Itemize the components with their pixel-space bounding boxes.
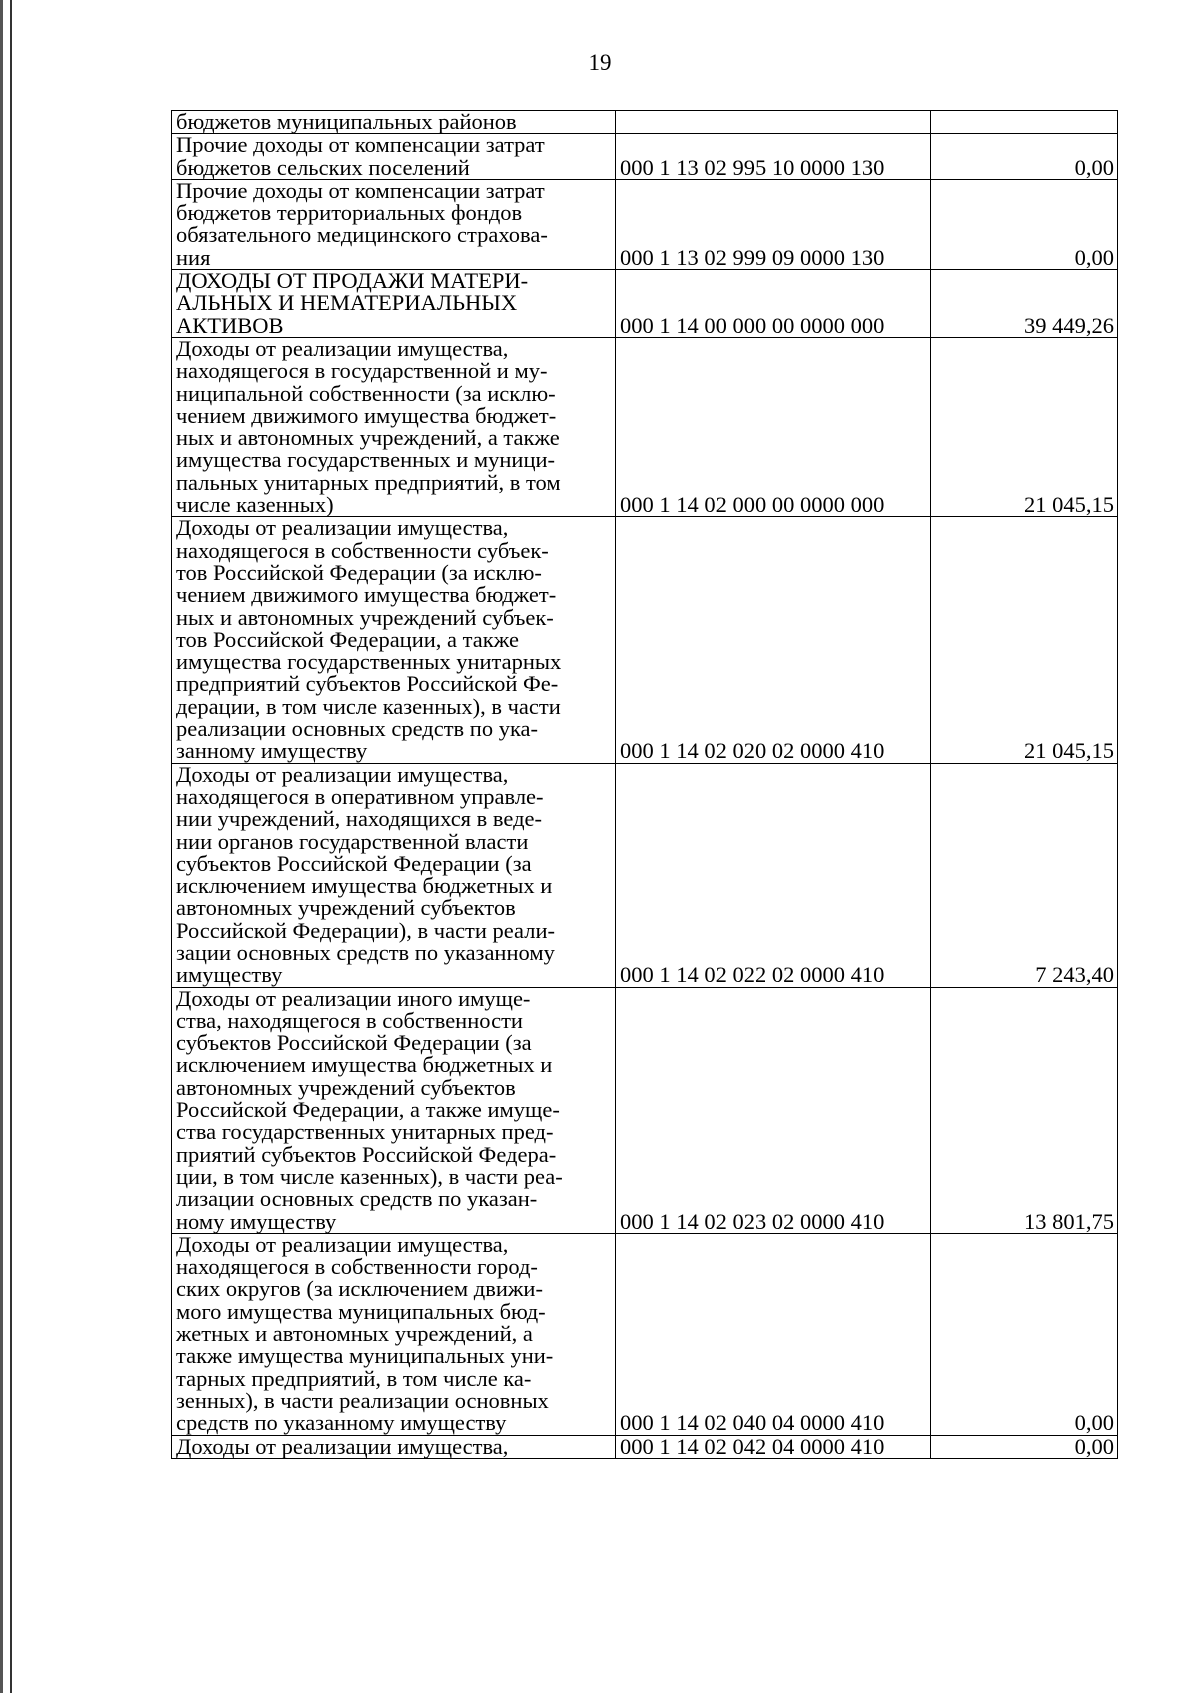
revenue-name-cell bbox=[172, 337, 616, 516]
revenue-code: 000 1 14 02 022 02 0000 410 bbox=[620, 962, 885, 988]
revenue-name: ДОХОДЫ ОТ ПРОДАЖИ МАТЕРИ- АЛЬНЫХ И НЕМАТЕРИАЛЬНЫХ АКТИВОВ bbox=[176, 268, 529, 338]
revenue-code-cell bbox=[616, 987, 931, 1233]
revenue-code-cell bbox=[616, 1435, 931, 1458]
revenue-name-cell bbox=[172, 134, 616, 180]
revenue-amount: 7 243,40 bbox=[1035, 962, 1114, 988]
table-row bbox=[172, 1435, 1118, 1458]
revenue-code: 000 1 14 02 000 00 0000 000 bbox=[620, 492, 885, 518]
revenue-code-cell bbox=[616, 270, 931, 338]
scan-edge-inner bbox=[10, 0, 12, 1693]
revenue-code-cell bbox=[616, 763, 931, 987]
revenue-name: Прочие доходы от компенсации затрат бюджетов сельских поселений bbox=[176, 132, 545, 180]
revenue-name: Прочие доходы от компенсации затрат бюджетов территориальных фондов обязательного медицинского страхова- ния bbox=[176, 177, 548, 270]
page-number: 19 bbox=[588, 50, 612, 75]
revenue-amount: 0,00 bbox=[1074, 1433, 1114, 1459]
scan-edge-outer bbox=[0, 0, 3, 1693]
revenue-amount: 13 801,75 bbox=[1024, 1208, 1114, 1234]
revenue-code: 000 1 13 02 995 10 0000 130 bbox=[620, 154, 885, 180]
table-row bbox=[172, 517, 1118, 763]
revenue-amount: 21 045,15 bbox=[1024, 738, 1114, 764]
revenue-name: Доходы от реализации имущества, bbox=[176, 1433, 509, 1459]
revenue-code-cell bbox=[616, 111, 931, 134]
table-row bbox=[172, 134, 1118, 180]
revenue-amount: 0,00 bbox=[1074, 1410, 1114, 1436]
table-row bbox=[172, 763, 1118, 987]
revenue-amount-cell bbox=[931, 1233, 1118, 1435]
revenue-name: Доходы от реализации имущества, находящегося в собственности субъек- тов Российской Федерации (за исклю- чением движимого имущества бюджет- ных и автономных учреждений субъек- тов Российской Федерации, а также имущества государственных унитарных предприятий субъектов Российской Фе- дерации, в том числе казенных), в части реализации основных средств по ука- занному имуществу bbox=[176, 515, 562, 764]
revenue-code-cell bbox=[616, 179, 931, 269]
revenue-amount-cell bbox=[931, 111, 1118, 134]
revenue-amount: 0,00 bbox=[1074, 244, 1114, 270]
table-row bbox=[172, 987, 1118, 1233]
revenue-code-cell bbox=[616, 1233, 931, 1435]
revenue-name: бюджетов муниципальных районов bbox=[176, 109, 517, 134]
revenue-code: 000 1 14 02 042 04 0000 410 bbox=[620, 1433, 885, 1459]
revenue-amount-cell bbox=[931, 517, 1118, 763]
revenue-code-cell bbox=[616, 134, 931, 180]
revenue-amount-cell bbox=[931, 337, 1118, 516]
table-row bbox=[172, 270, 1118, 338]
revenue-amount: 21 045,15 bbox=[1024, 492, 1114, 518]
revenue-name: Доходы от реализации имущества, находящегося в государственной и му- ниципальной собственности (за исклю- чением движимого имущества бюджет- ных и автономных учреждений, а также имущества государственных и муници- пальных унитарных предприятий, в том числе казенных) bbox=[176, 335, 561, 518]
revenue-name-cell bbox=[172, 1233, 616, 1435]
revenue-code-cell bbox=[616, 337, 931, 516]
revenue-code: 000 1 14 02 040 04 0000 410 bbox=[620, 1410, 885, 1436]
revenue-code: 000 1 13 02 999 09 0000 130 bbox=[620, 244, 885, 270]
table-row bbox=[172, 337, 1118, 516]
revenue-name: Доходы от реализации имущества, находящегося в собственности город- ских округов (за исключением движи- мого имущества муниципальных бюд- жетных и автономных учреждений, а также имущества муниципальных уни- тарных предприятий, в том числе ка- зенных), в части реализации основных средств по указанному имуществу bbox=[176, 1231, 554, 1436]
revenue-name-cell bbox=[172, 1435, 616, 1458]
revenue-name-cell bbox=[172, 179, 616, 269]
revenue-code: 000 1 14 00 000 00 0000 000 bbox=[620, 312, 885, 338]
revenue-amount-cell bbox=[931, 179, 1118, 269]
revenue-name: Доходы от реализации имущества, находящегося в оперативном управле- нии учреждений, находящихся в веде- нии органов государственной власти субъектов Российской Федерации (за исключением имущества бюджетных и автономных учреждений субъектов Российской Федерации), в части реали- зации основных средств по указанному имуществу bbox=[176, 761, 556, 988]
table-row bbox=[172, 111, 1118, 134]
revenue-name-cell bbox=[172, 270, 616, 338]
revenue-amount: 0,00 bbox=[1074, 154, 1114, 180]
revenue-code: 000 1 14 02 023 02 0000 410 bbox=[620, 1208, 885, 1234]
revenue-amount-cell bbox=[931, 763, 1118, 987]
revenue-name-cell bbox=[172, 111, 616, 134]
table-row bbox=[172, 1233, 1118, 1435]
revenue-amount-cell bbox=[931, 270, 1118, 338]
revenue-amount-cell bbox=[931, 987, 1118, 1233]
revenue-name-cell bbox=[172, 987, 616, 1233]
revenue-code-cell bbox=[616, 517, 931, 763]
revenue-name-cell bbox=[172, 517, 616, 763]
revenue-amount-cell bbox=[931, 1435, 1118, 1458]
budget-revenue-table bbox=[171, 110, 1118, 1459]
revenue-name: Доходы от реализации иного имуще- ства, находящегося в собственности субъектов Российской Федерации (за исключением имущества бюджетных и автономных учреждений субъектов Российской Федерации, а также имуще- ства государственных унитарных пред- приятий субъектов Российской Федера- ции, в том числе казенных), в части реа- лизации основных средств по указан- ному имуществу bbox=[176, 985, 563, 1234]
table-row bbox=[172, 179, 1118, 269]
revenue-code: 000 1 14 02 020 02 0000 410 bbox=[620, 738, 885, 764]
revenue-amount: 39 449,26 bbox=[1024, 312, 1114, 338]
revenue-amount-cell bbox=[931, 134, 1118, 180]
revenue-name-cell bbox=[172, 763, 616, 987]
